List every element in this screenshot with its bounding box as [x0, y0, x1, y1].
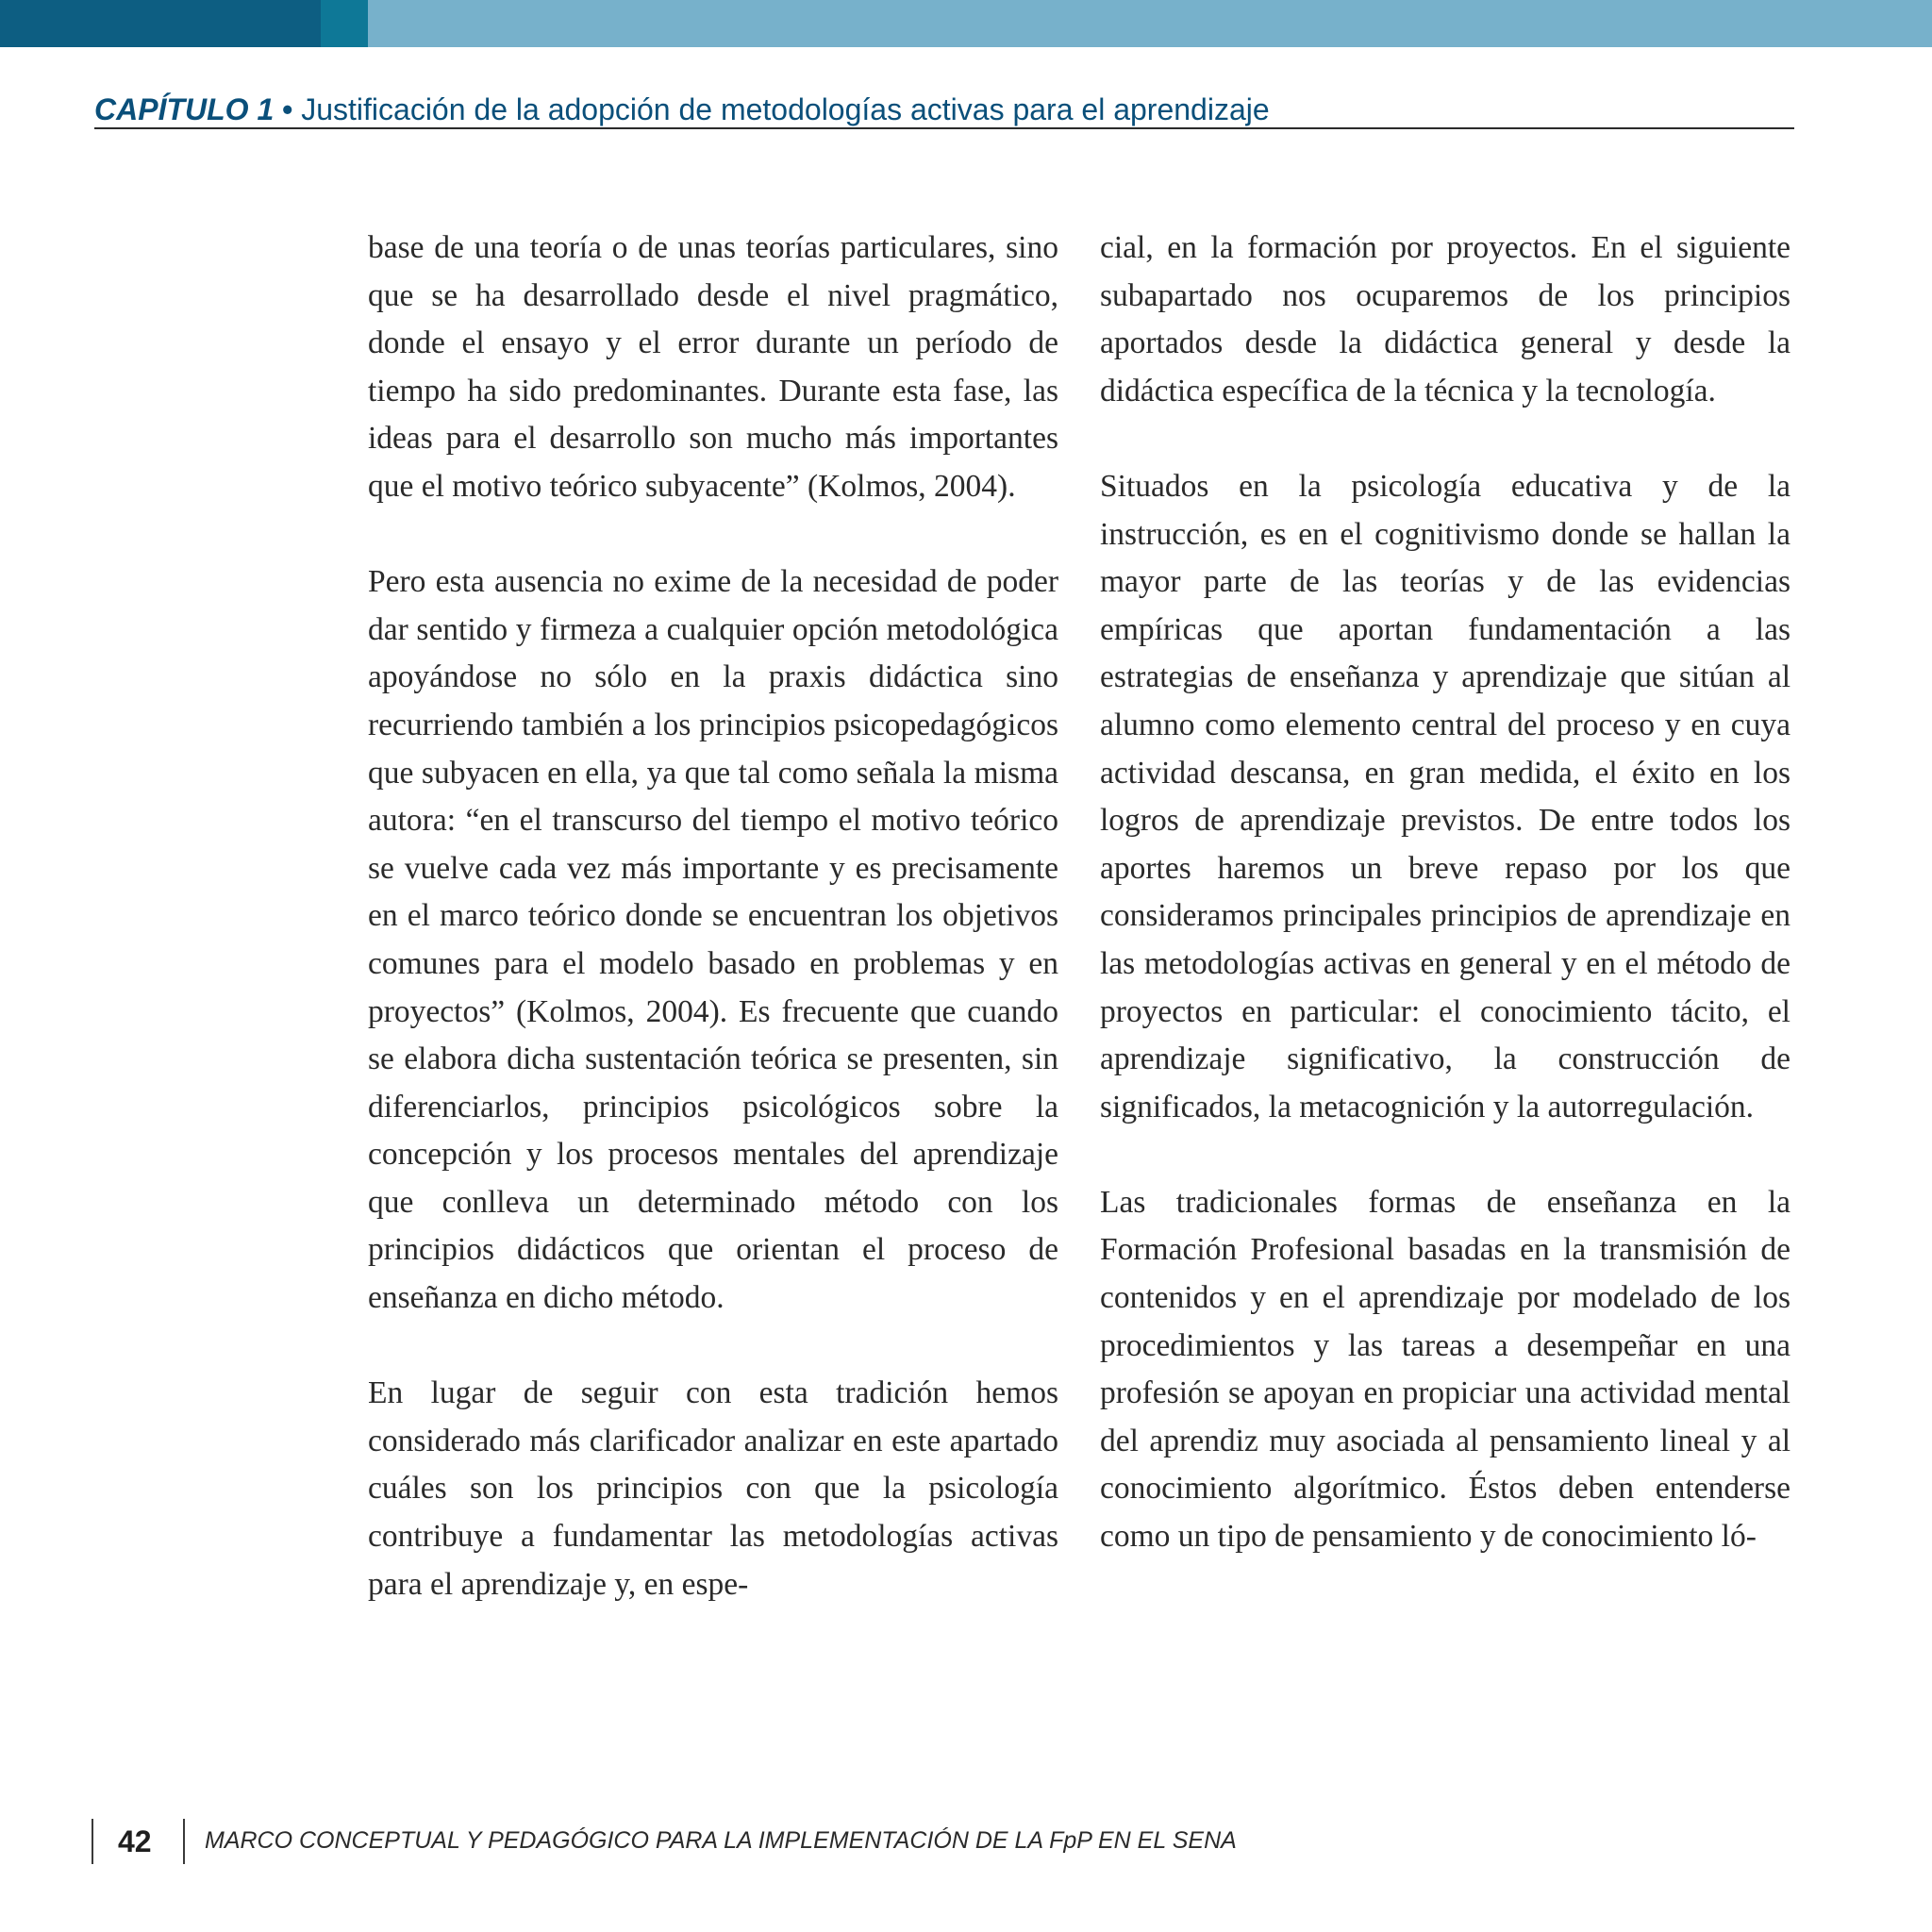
top-color-band — [0, 0, 1932, 47]
page-footer — [92, 1819, 1790, 1864]
body-paragraph: Situados en la psicología educativa y de la instrucción, es en el cognitivismo donde se hallan la mayor parte de las teorías y de las evidencias empíricas que aportan fundamentación a las estrategias de enseñanza y aprendizaje que sitúan al alumno como elemento central del proceso y en cuya actividad descansa, en gran medida, el éxito en los logros de aprendizaje previstos. De entre todos los aportes haremos un breve repaso por los que consideramos principales principios de aprendizaje en las metodologías activas en general y en el método de proyectos en particular: el conocimiento tácito, el aprendizaje significativo, la construcción de significados, la metacognición y la autorregulación. — [1100, 468, 1790, 1124]
left-text-column — [368, 225, 1058, 1608]
body-paragraph: En lugar de seguir con esta tradición hemos considerado más clarificador analizar en este apartado cuáles son los principios con que la psicología contribuye a fundamentar las metodologías activas para el aprendizaje y, en espe- — [368, 1375, 1058, 1602]
body-paragraph: Las tradicionales formas de enseñanza en la Formación Profesional basadas en la transmisión de contenidos y en el aprendizaje por modelado de los procedimientos y las tareas a desempeñar en una profesión se apoyan en propiciar una actividad mental del aprendiz muy asociada al pensamiento lineal y al conocimiento algorítmico. Éstos deben entenderse como un tipo de pensamiento y de conocimiento ló- — [1100, 1184, 1790, 1555]
footer-divider-right — [183, 1819, 185, 1864]
header-rule — [94, 127, 1794, 129]
running-header — [94, 91, 1792, 128]
right-text-column — [1100, 225, 1790, 1561]
body-paragraph: base de una teoría o de unas teorías particulares, sino que se ha desarrollado desde el nivel pragmático, donde el ensayo y el error durante un período de tiempo ha sido predominantes. Durante esta fase, las ideas para el desarrollo son mucho más importantes que el motivo teórico subyacente” (Kolmos, 2004). — [368, 230, 1058, 504]
chapter-label: CAPÍTULO 1 — [94, 92, 275, 126]
footer-title: MARCO CONCEPTUAL Y PEDAGÓGICO PARA LA IMPLEMENTACIÓN DE LA FpP EN EL SENA — [205, 1827, 1237, 1854]
footer-divider-left — [92, 1819, 93, 1864]
top-band-mid-segment — [321, 0, 368, 47]
top-band-light-segment — [368, 0, 1932, 47]
body-paragraph: cial, en la formación por proyectos. En el siguiente subapartado nos ocuparemos de los principios aportados desde la didáctica general y desde la didáctica específica de la técnica y la tecnología. — [1100, 230, 1790, 408]
chapter-title: Justificación de la adopción de metodologías activas para el aprendizaje — [301, 92, 1270, 126]
page-number: 42 — [118, 1824, 152, 1858]
top-band-dark-segment — [0, 0, 321, 47]
header-bullet: • — [282, 92, 293, 126]
body-paragraph: Pero esta ausencia no exime de la necesidad de poder dar sentido y firmeza a cualquier opción metodológica apoyándose no sólo en la praxis didáctica sino recurriendo también a los principios psicopedagógicos que subyacen en ella, ya que tal como señala la misma autora: “en el transcurso del tiempo el motivo teórico se vuelve cada vez más importante y es precisamente en el marco teórico donde se encuentran los objetivos comunes para el modelo basado en problemas y en proyectos” (Kolmos, 2004). Es frecuente que cuando se elabora dicha sustentación teórica se presenten, sin diferenciarlos, principios psicológicos sobre la concepción y los procesos mentales del aprendizaje que conlleva un determinado método con los principios didácticos que orientan el proceso de enseñanza en dicho método. — [368, 564, 1058, 1316]
